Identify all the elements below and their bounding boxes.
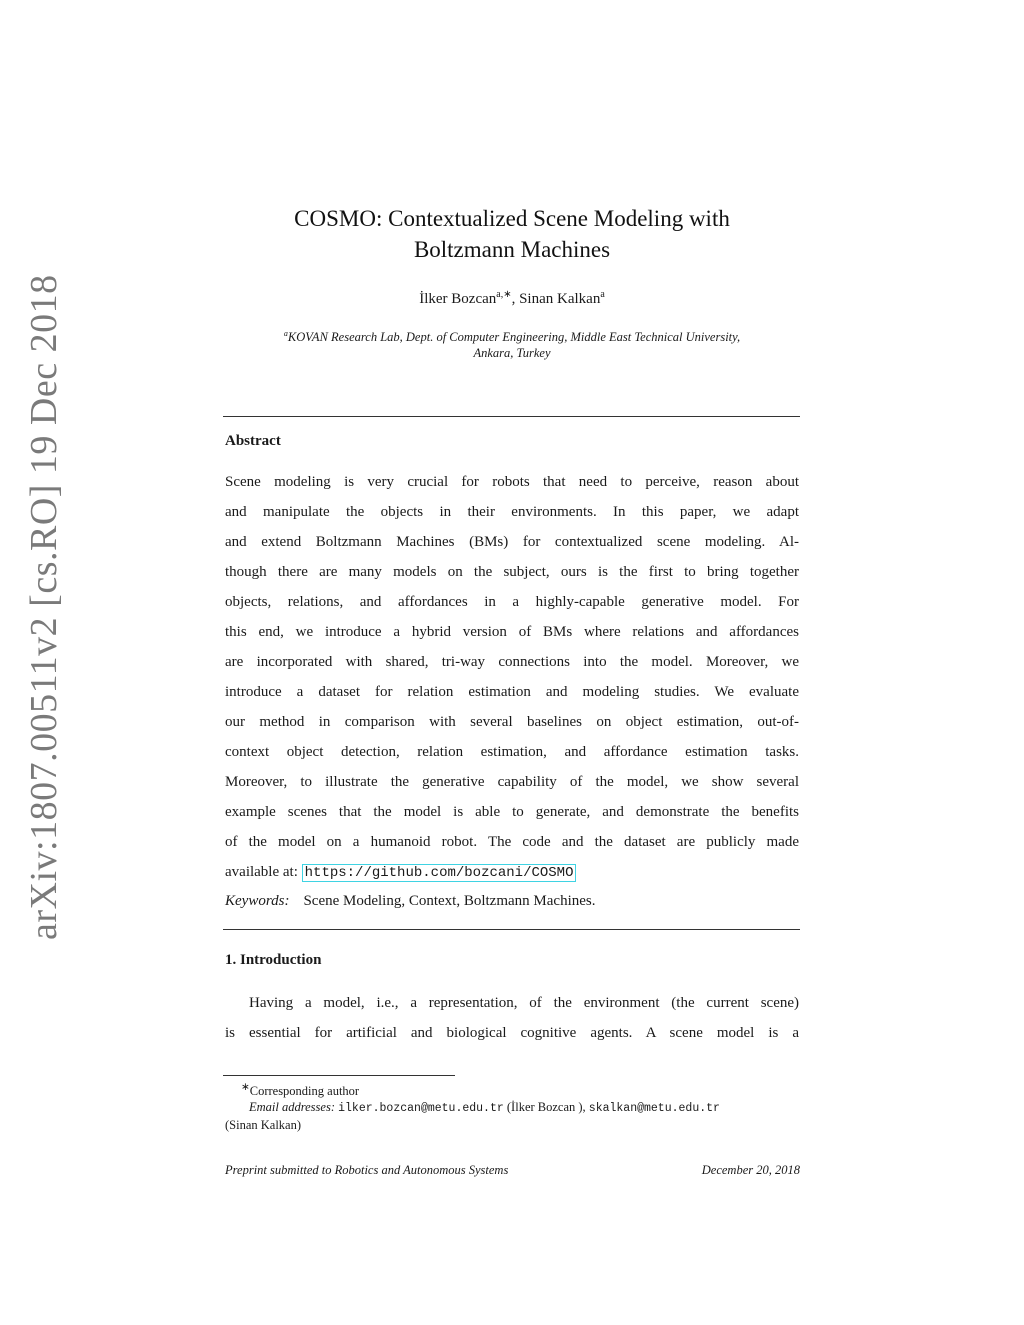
abstract-line: are incorporated with shared, tri-way connections into the model. Moreover, we bbox=[225, 654, 799, 670]
email-label: Email addresses: bbox=[249, 1100, 335, 1115]
abstract-line: this end, we introduce a hybrid version of BMs where relations and affordances bbox=[225, 624, 799, 640]
keywords bbox=[225, 893, 595, 910]
author-1-affiliation-mark: a,∗ bbox=[496, 289, 512, 300]
author-1: İlker Bozcan bbox=[419, 291, 497, 307]
affiliation-line-2: Ankara, Turkey bbox=[473, 346, 551, 361]
corresponding-author-label: Corresponding author bbox=[249, 1084, 360, 1099]
preprint-date: December 20, 2018 bbox=[701, 1163, 800, 1177]
abstract-last-line bbox=[225, 857, 799, 887]
author-list bbox=[200, 289, 824, 308]
abstract-line: example scenes that the model is able to generate, and demonstrate the benefits bbox=[225, 804, 799, 820]
title-line-2: Boltzmann Machines bbox=[413, 237, 611, 262]
introduction-body bbox=[225, 988, 799, 1048]
abstract-line: of the model on a humanoid robot. The code and the dataset are publicly made bbox=[225, 834, 799, 850]
abstract-line: our method in comparison with several baselines on object estimation, out-of- bbox=[225, 714, 799, 730]
keywords-label: Keywords: bbox=[225, 893, 290, 909]
affiliation-mark: a bbox=[283, 329, 288, 338]
abstract-line: introduce a dataset for relation estimation and modeling studies. We evaluate bbox=[225, 684, 799, 700]
abstract-url-prefix: available at: bbox=[225, 864, 302, 880]
abstract-line: and extend Boltzmann Machines (BMs) for contextualized scene modeling. Al- bbox=[225, 534, 799, 550]
abstract-line: Scene modeling is very crucial for robots that need to perceive, reason about bbox=[225, 474, 799, 490]
author-2-affiliation-mark: a bbox=[600, 289, 605, 300]
affiliation bbox=[222, 326, 802, 361]
title-line-1: COSMO: Contextualized Scene Modeling with bbox=[294, 206, 730, 231]
github-link[interactable]: https://github.com/bozcani/COSMO bbox=[302, 864, 577, 882]
abstract-body bbox=[225, 467, 799, 887]
affiliation-line-1: KOVAN Research Lab, Dept. of Computer Engineering, Middle East Technical University, bbox=[287, 330, 741, 345]
abstract-line: Moreover, to illustrate the generative capability of the model, we show several bbox=[225, 774, 799, 790]
abstract-line: objects, relations, and affordances in a highly-capable generative model. For bbox=[225, 594, 799, 610]
author-2: Sinan Kalkan bbox=[519, 291, 601, 307]
preprint-note: Preprint submitted to Robotics and Autonomous Systems bbox=[225, 1163, 509, 1177]
abstract-line: context object detection, relation estimation, and affordance estimation tasks. bbox=[225, 744, 799, 760]
paper-title bbox=[200, 203, 824, 265]
email-link-2[interactable]: skalkan@metu.edu.tr bbox=[588, 1102, 720, 1116]
footnote-rule bbox=[223, 1075, 455, 1076]
abstract-line: though there are many models on the subject, ours is the first to bring together bbox=[225, 564, 799, 580]
intro-line-1: Having a model, i.e., a representation, of the environment (the current scene) bbox=[249, 995, 799, 1011]
intro-line-2: is essential for artificial and biological cognitive agents. A scene model is a bbox=[225, 1025, 799, 1041]
keywords-value: Scene Modeling, Context, Boltzmann Machines. bbox=[303, 893, 596, 909]
footnote bbox=[225, 1080, 805, 1133]
abstract-bottom-rule bbox=[223, 929, 800, 930]
email-link-1[interactable]: ilker.bozcan@metu.edu.tr bbox=[338, 1102, 504, 1116]
email-owner-1: (İlker Bozcan ), bbox=[506, 1100, 586, 1115]
footnote-marker: ∗ bbox=[241, 1082, 250, 1093]
email-owner-2: (Sinan Kalkan) bbox=[225, 1118, 302, 1133]
abstract-top-rule bbox=[223, 416, 800, 417]
section-heading-introduction: 1. Introduction bbox=[225, 952, 322, 968]
author-separator: , bbox=[511, 291, 520, 307]
abstract-line: and manipulate the objects in their environments. In this paper, we adapt bbox=[225, 504, 799, 520]
abstract-heading: Abstract bbox=[225, 433, 281, 449]
arxiv-identifier: arXiv:1807.00511v2 [cs.RO] 19 Dec 2018 bbox=[23, 274, 65, 940]
